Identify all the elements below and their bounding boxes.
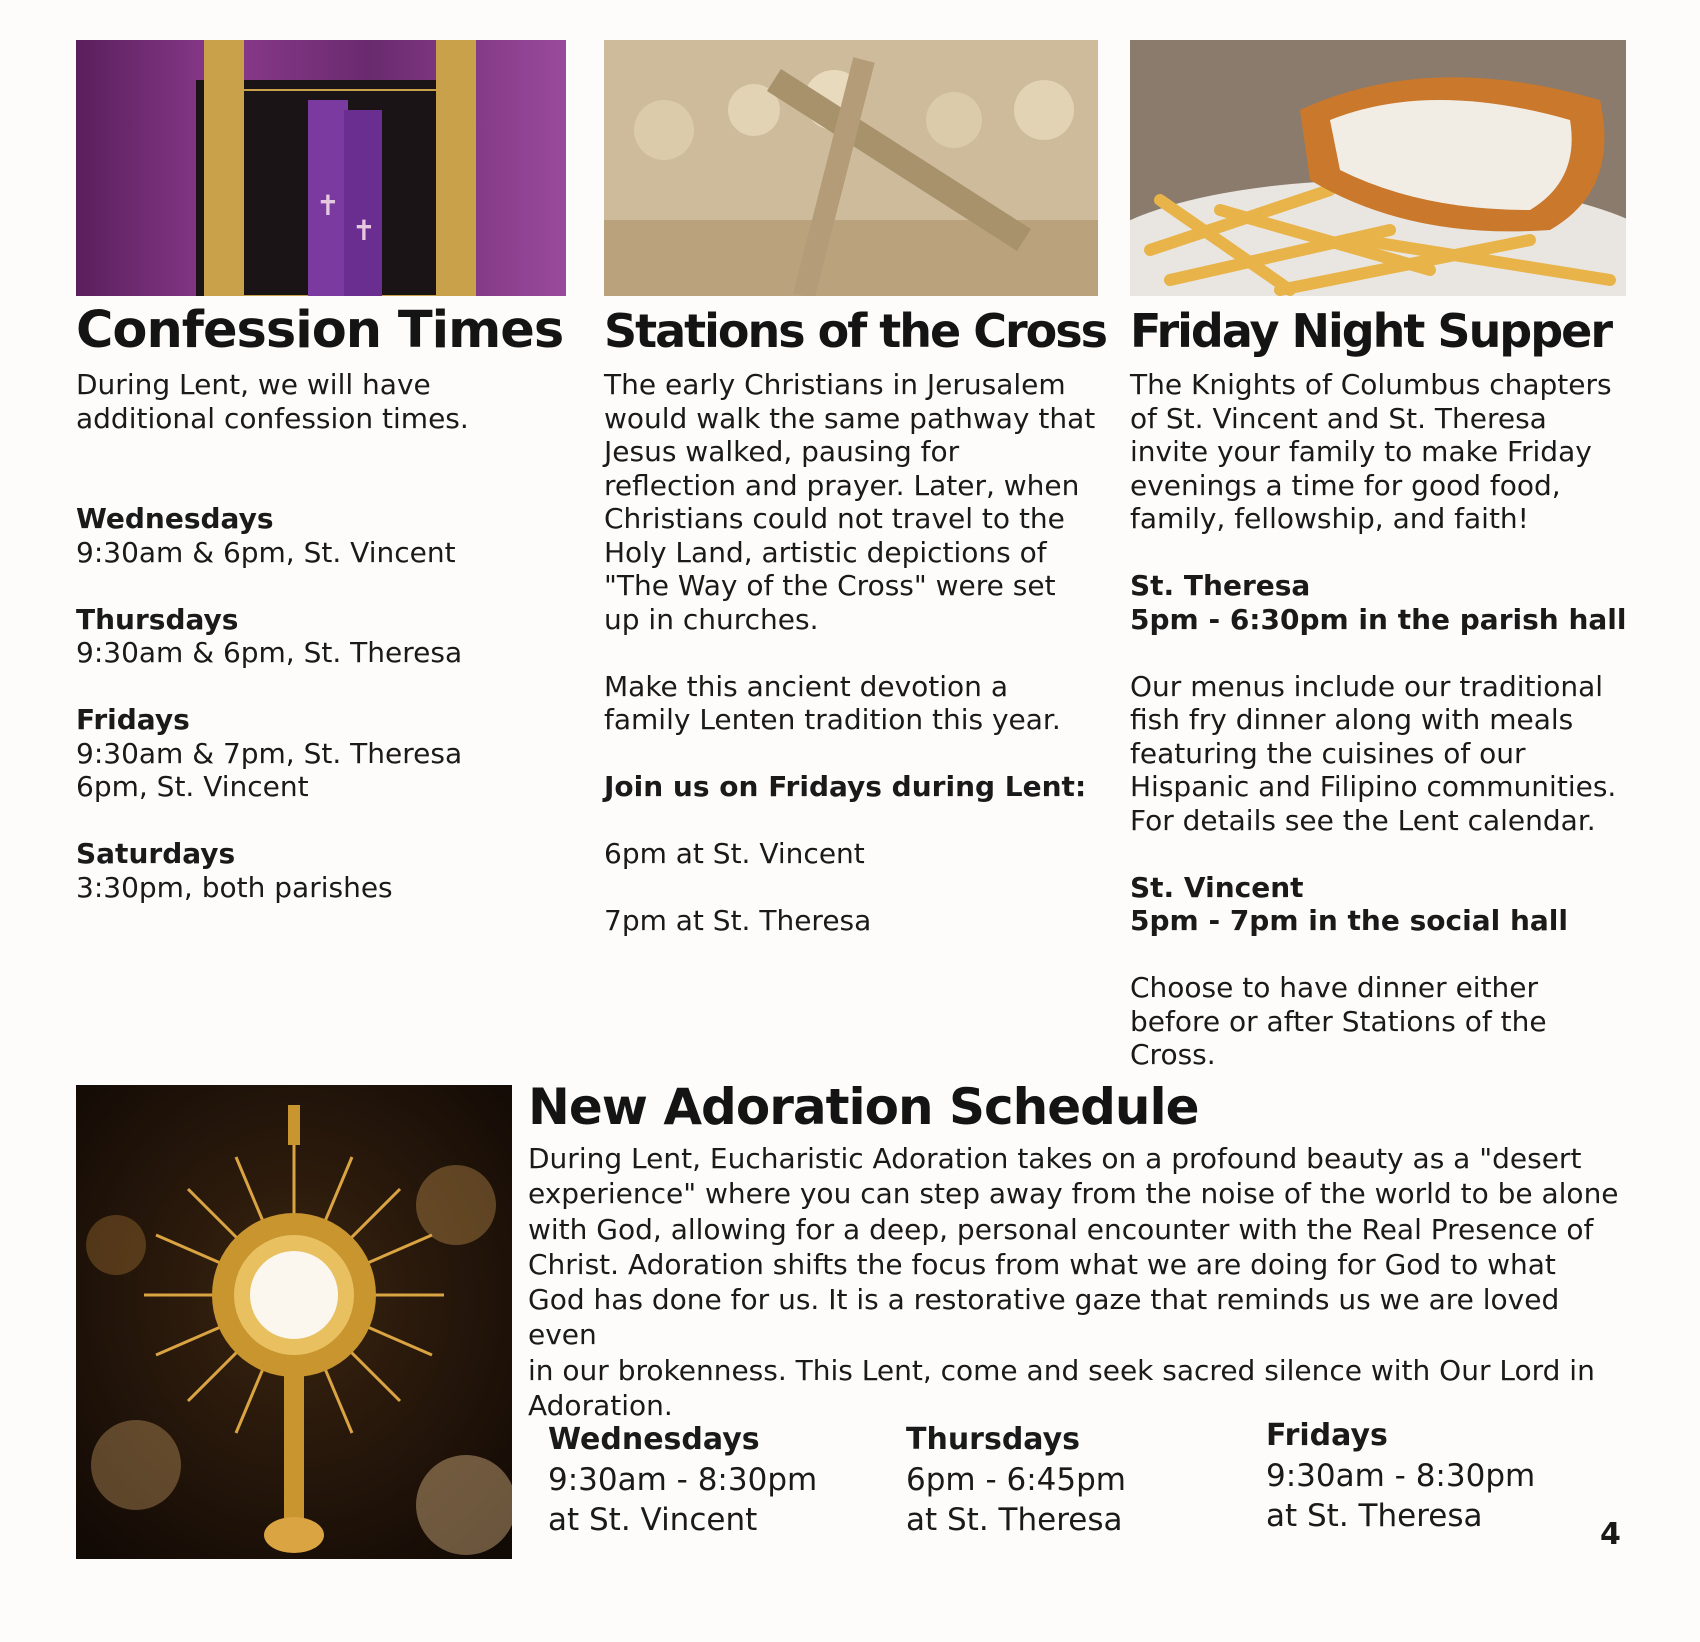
confession-time: 9:30am & 7pm, St. Theresa: [76, 736, 463, 770]
adoration-body-line: During Lent, Eucharistic Adoration takes on a profound beauty as a "desert: [528, 1142, 1582, 1175]
stations-para-line: "The Way of the Cross" were set: [604, 569, 1056, 602]
confession-intro-line: additional confession times.: [76, 401, 469, 435]
adoration-time: 9:30am - 8:30pm: [548, 1462, 818, 1498]
supper-intro-line: The Knights of Columbus chapters: [1130, 368, 1612, 401]
stations-para-line: Christians could not travel to the: [604, 502, 1065, 535]
supper-menu-line: fish fry dinner along with meals: [1130, 703, 1574, 736]
adoration-body-line: with God, allowing for a deep, personal encounter with the Real Presence of: [528, 1212, 1594, 1246]
stations-para-line: The early Christians in Jerusalem: [604, 368, 1066, 401]
confession-day: Wednesdays: [76, 502, 274, 535]
supper-choose-line: before or after Stations of the: [1130, 1004, 1547, 1038]
stations-para-line: family Lenten tradition this year.: [604, 703, 1061, 736]
supper-intro-line: family, fellowship, and faith!: [1130, 502, 1529, 535]
confession-section: [76, 300, 576, 904]
supper-menu-line: Hispanic and Filipino communities.: [1130, 770, 1617, 803]
stations-para-line: Jesus walked, pausing for: [604, 435, 960, 468]
adoration-thursday: [906, 1420, 1126, 1540]
adoration-time: 9:30am - 8:30pm: [1266, 1458, 1536, 1494]
supper-choose-line: Cross.: [1130, 1038, 1216, 1071]
confession-day: Thursdays: [76, 602, 239, 636]
confession-intro-line: During Lent, we will have: [76, 368, 431, 401]
adoration-body-line: God has done for us. It is a restorative gaze that reminds us we are loved even: [528, 1283, 1560, 1352]
svg-text:✝: ✝: [352, 214, 376, 247]
confession-time: 3:30pm, both parishes: [76, 870, 393, 904]
supper-intro-line: of St. Vincent and St. Theresa: [1130, 401, 1547, 435]
adoration-day: Thursdays: [906, 1422, 1081, 1457]
supper-menu-line: featuring the cuisines of our: [1130, 736, 1526, 770]
adoration-section: [528, 1075, 1628, 1423]
adoration-day: Wednesdays: [548, 1422, 760, 1457]
confession-day: Saturdays: [76, 837, 236, 870]
stations-para-line: reflection and prayer. Later, when: [604, 468, 1080, 502]
adoration-day: Fridays: [1266, 1418, 1388, 1453]
svg-text:✝: ✝: [316, 189, 340, 222]
stations-para-line: would walk the same pathway that: [604, 401, 1096, 435]
stations-section: [604, 300, 1107, 938]
stations-para-line: Holy Land, artistic depictions of: [604, 535, 1047, 569]
stations-para-line: Make this ancient devotion a: [604, 669, 1008, 703]
monstrance-photo: [76, 1085, 512, 1559]
supper-location: St. Vincent: [1130, 870, 1304, 904]
supper-location: St. Theresa: [1130, 569, 1311, 602]
adoration-wednesday: [548, 1420, 817, 1540]
stations-relief-photo: [604, 40, 1098, 296]
stations-time: 6pm at St. Vincent: [604, 837, 865, 870]
adoration-time: 6pm - 6:45pm: [906, 1462, 1126, 1498]
adoration-place: at St. Theresa: [906, 1502, 1123, 1538]
fish-fry-photo: [1130, 40, 1626, 296]
stations-time: 7pm at St. Theresa: [604, 904, 872, 937]
confession-title: Confession Times: [76, 301, 564, 360]
supper-time: 5pm - 7pm in the social hall: [1130, 904, 1568, 937]
page-number: 4: [1600, 1517, 1621, 1552]
confession-time: 9:30am & 6pm, St. Theresa: [76, 636, 463, 669]
supper-section: [1130, 300, 1650, 1072]
adoration-body-line: in our brokenness. This Lent, come and seek sacred silence with Our Lord in: [528, 1353, 1595, 1387]
supper-intro-line: invite your family to make Friday: [1130, 435, 1592, 468]
adoration-body-line: Adoration.: [528, 1389, 673, 1423]
supper-choose-line: Choose to have dinner either: [1130, 971, 1539, 1004]
confession-time: 6pm, St. Vincent: [76, 770, 309, 803]
confession-day: Fridays: [76, 703, 190, 736]
supper-time: 5pm - 6:30pm in the parish hall: [1130, 602, 1627, 636]
adoration-body-line: experience" where you can step away from the noise of the world to be alone: [528, 1177, 1619, 1211]
adoration-body-line: Christ. Adoration shifts the focus from what we are doing for God to what: [528, 1247, 1556, 1281]
adoration-place: at St. Vincent: [548, 1502, 758, 1538]
supper-menu-line: Our menus include our traditional: [1130, 669, 1604, 703]
supper-intro-line: evenings a time for good food,: [1130, 468, 1561, 502]
confession-time: 9:30am & 6pm, St. Vincent: [76, 535, 456, 569]
adoration-friday: [1266, 1416, 1535, 1536]
stations-para-line: up in churches.: [604, 602, 819, 636]
adoration-place: at St. Theresa: [1266, 1498, 1483, 1534]
supper-title: Friday Night Supper: [1130, 304, 1612, 358]
confession-photo: [76, 40, 566, 296]
supper-menu-line: For details see the Lent calendar.: [1130, 803, 1596, 837]
adoration-title: New Adoration Schedule: [528, 1078, 1199, 1136]
stations-join: Join us on Fridays during Lent:: [604, 770, 1087, 803]
stations-title: Stations of the Cross: [604, 304, 1107, 358]
